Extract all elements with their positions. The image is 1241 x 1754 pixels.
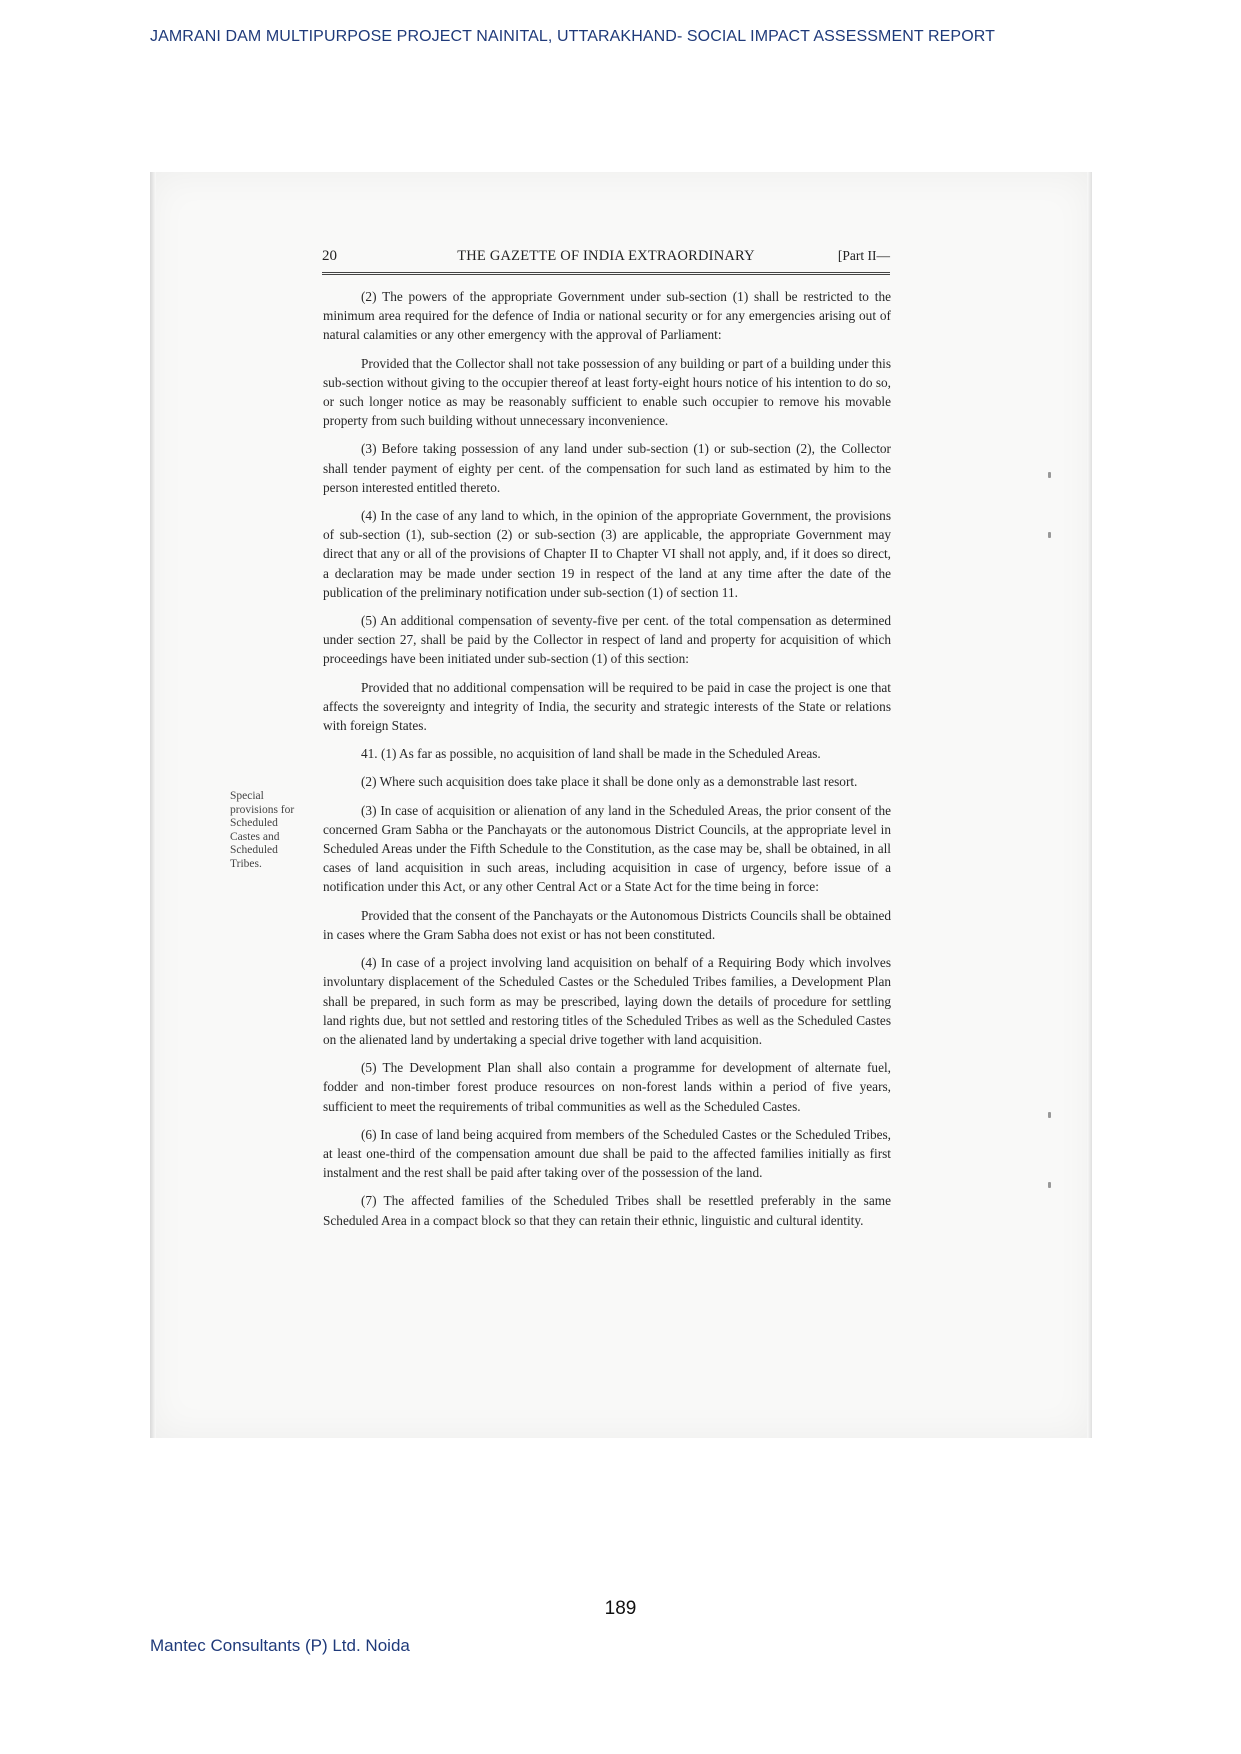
margin-note: Special provisions for Scheduled Castes and Scheduled Tribes. bbox=[230, 790, 295, 870]
paragraph: Provided that no additional compensation will be required to be paid in case the project is one that affects the sovereignty and integrity of India, the security and strategic interests of the State or relations with foreign States. bbox=[323, 679, 891, 734]
gazette-page-number: 20 bbox=[322, 248, 337, 264]
paragraph: (2) Where such acquisition does take place it shall be done only as a demonstrable last resort. bbox=[361, 774, 858, 790]
scan-speck bbox=[1048, 1112, 1051, 1118]
paragraph: (5) An additional compensation of seventy-five per cent. of the total compensation as determined under section 27, shall be paid by the Collector in respect of land and property for acquisition of which proceedings have been initiated under sub-section (1) of this section: bbox=[323, 613, 891, 667]
scan-left-edge bbox=[150, 172, 156, 1438]
report-header: JAMRANI DAM MULTIPURPOSE PROJECT NAINITAL, UTTARAKHAND- SOCIAL IMPACT ASSESSMENT REPORT bbox=[150, 28, 995, 45]
paragraph: (4) In case of a project involving land acquisition on behalf of a Requiring Body which involves involuntary displacement of the Scheduled Castes or the Scheduled Tribes families, a Development Plan shall be prepared, in such form as may be prescribed, laying down the details of procedure for settling land rights due, but not settled and restoring titles of the Scheduled Tribes as well as the Scheduled Castes on the alienated land by undertaking a special drive together with land acquisition. bbox=[323, 955, 891, 1047]
scanned-gazette-page bbox=[150, 172, 1092, 1438]
scan-speck bbox=[1048, 472, 1051, 478]
footer: Mantec Consultants (P) Ltd. Noida bbox=[150, 1636, 410, 1655]
paragraph: (3) Before taking possession of any land under sub-section (1) or sub-section (2), the Collector shall tender payment of eighty per cent. of the compensation for such land as estimated by him to the person interested entitled thereto. bbox=[323, 441, 891, 495]
scan-right-edge bbox=[1087, 172, 1092, 1438]
paragraph: Provided that the Collector shall not take possession of any building or part of a building under this sub-section without giving to the occupier thereof at least forty-eight hours notice of his intention to do so, or such longer notice as may be reasonably sufficient to enable such occupier to remove his movable property from such building without unnecessary inconvenience. bbox=[323, 355, 891, 429]
gazette-header bbox=[322, 248, 890, 270]
paragraph: (4) In the case of any land to which, in the opinion of the appropriate Government, the provisions of sub-section (1), sub-section (2) or sub-section (3) are applicable, the appropriate Government may direct that any or all of the provisions of Chapter II to Chapter VI shall not apply, and, if it does so direct, a declaration may be made under section 19 in respect of the land at any time after the date of the publication of the preliminary notification under sub-section (1) of section 11. bbox=[323, 508, 891, 600]
paragraph: (6) In case of land being acquired from members of the Scheduled Castes or the Scheduled Tribes, at least one-third of the compensation amount due shall be paid to the affected families initially as first instalment and the rest shall be paid after taking over of the possession of the land. bbox=[323, 1126, 891, 1181]
paragraph: Provided that the consent of the Panchayats or the Autonomous Districts Councils shall be obtained in cases where the Gram Sabha does not exist or has not been constituted. bbox=[323, 907, 891, 942]
paragraph: (5) The Development Plan shall also contain a programme for development of alternate fuel, fodder and non-timber forest produce resources on non-forest lands within a period of five years, sufficient to meet the requirements of tribal communities as well as the Scheduled Castes. bbox=[323, 1060, 891, 1114]
gazette-title: THE GAZETTE OF INDIA EXTRAORDINARY bbox=[457, 248, 755, 264]
paragraph: 41. (1) As far as possible, no acquisition of land shall be made in the Scheduled Areas. bbox=[361, 746, 821, 762]
gazette-header-rule bbox=[322, 272, 890, 275]
gazette-body bbox=[323, 287, 891, 1230]
paragraph: (7) The affected families of the Scheduled Tribes shall be resettled preferably in the same Scheduled Area in a compact block so that they can retain their ethnic, linguistic and cultural identity. bbox=[323, 1193, 891, 1228]
page-number: 189 bbox=[604, 1598, 637, 1619]
scan-speck bbox=[1048, 532, 1051, 538]
paragraph: (3) In case of acquisition or alienation of any land in the Scheduled Areas, the prior consent of the concerned Gram Sabha or the Panchayats or the autonomous District Councils, at the appropriate level in Scheduled Areas under the Fifth Schedule to the Constitution, as the case may be, shall be obtained, in all cases of land acquisition in such areas, including acquisition in case of urgency, before issue of a notification under this Act, or any other Central Act or a State Act for the time being in force: bbox=[323, 802, 891, 895]
gazette-part: [Part II— bbox=[837, 248, 890, 263]
paragraph: (2) The powers of the appropriate Government under sub-section (1) shall be restricted to the minimum area required for the defence of India or national security or for any emergencies arising out of natural calamities or any other emergency with the approval of Parliament: bbox=[323, 289, 891, 343]
scan-speck bbox=[1048, 1182, 1051, 1188]
